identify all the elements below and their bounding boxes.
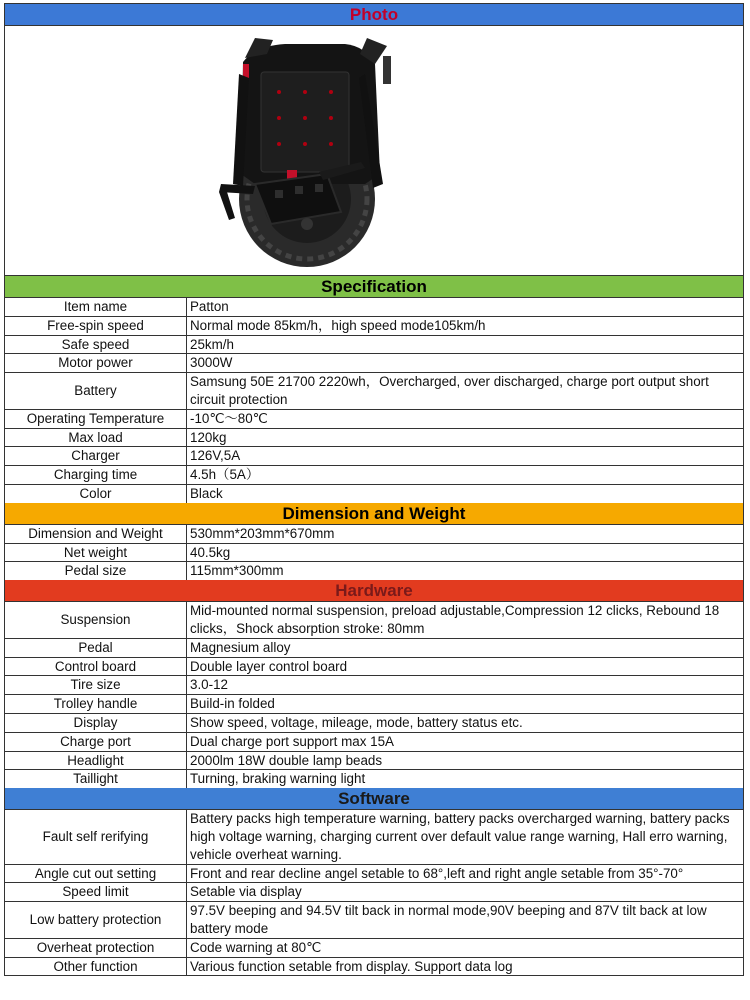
row-label: Tire size (5, 676, 187, 694)
row-label: Color (5, 485, 187, 503)
row-value: 97.5V beeping and 94.5V tilt back in normal mode,90V beeping and 87V tilt back at low battery mode (190, 903, 707, 936)
row-label: Dimension and Weight (5, 525, 187, 543)
row-value: 126V,5A (190, 448, 241, 464)
row-label: Battery (5, 373, 187, 409)
row-label: Pedal (5, 639, 187, 657)
row-label: Motor power (5, 354, 187, 372)
specification-header: Specification (5, 276, 743, 298)
row-label: Max load (5, 429, 187, 447)
hardware-header: Hardware (5, 580, 743, 602)
row-value: Show speed, voltage, mileage, mode, battery status etc. (190, 714, 523, 730)
row-value: Normal mode 85km/h，high speed mode105km/h (190, 317, 486, 333)
table-row (5, 373, 743, 410)
table-row (5, 658, 743, 677)
table-row (5, 865, 743, 884)
table-row (5, 770, 743, 788)
row-label: Fault self rerifying (5, 810, 187, 863)
table-row (5, 714, 743, 733)
table-row (5, 939, 743, 958)
row-label: Net weight (5, 544, 187, 562)
row-value: Patton (190, 299, 229, 314)
row-label: Display (5, 714, 187, 732)
row-value: Front and rear decline angel setable to 68°,left and right angle setable from 35°-70° (190, 865, 684, 881)
row-value: Build-in folded (190, 696, 275, 712)
row-value: Black (190, 485, 223, 501)
row-label: Taillight (5, 770, 187, 788)
table-row (5, 544, 743, 563)
row-label: Pedal size (5, 562, 187, 580)
row-value: 4.5h（5A） (190, 467, 260, 483)
row-label: Item name (5, 298, 187, 316)
row-value: Mid-mounted normal suspension, preload adjustable,Compression 12 clicks, Rebound 18 clicks，Shock absorption stroke: 80mm (190, 603, 720, 636)
row-value: 115mm*300mm (190, 563, 284, 579)
table-row (5, 810, 743, 864)
row-value: Dual charge port support max 15A (190, 733, 394, 749)
row-value: Various function setable from display. Support data log (190, 958, 513, 974)
spec-sheet (4, 3, 744, 976)
table-row (5, 639, 743, 658)
row-label: Charger (5, 447, 187, 465)
table-row (5, 447, 743, 466)
table-row (5, 958, 743, 976)
table-row (5, 317, 743, 336)
software-header: Software (5, 788, 743, 810)
row-value: Double layer control board (190, 658, 348, 674)
row-label: Trolley handle (5, 695, 187, 713)
product-photo (5, 26, 743, 276)
table-row (5, 733, 743, 752)
row-label: Speed limit (5, 883, 187, 901)
specification-table (5, 298, 743, 503)
table-row (5, 883, 743, 902)
row-value: 40.5kg (190, 544, 231, 560)
row-label: Low battery protection (5, 902, 187, 938)
table-row (5, 429, 743, 448)
table-row (5, 354, 743, 373)
row-label: Operating Temperature (5, 410, 187, 428)
row-label: Free-spin speed (5, 317, 187, 335)
row-value: Battery packs high temperature warning, battery packs overcharged warning, battery packs high voltage warning, charging current over default value range warning, Hall erro warning, vehicle overheat warning. (190, 811, 730, 862)
row-label: Suspension (5, 602, 187, 638)
row-value: -10℃～80℃ (190, 410, 268, 426)
row-label: Safe speed (5, 336, 187, 354)
row-value: 120kg (190, 429, 227, 445)
row-value: 530mm*203mm*670mm (190, 525, 335, 541)
table-row (5, 752, 743, 771)
table-row (5, 298, 743, 317)
electric-unicycle-image (215, 34, 395, 270)
software-table (5, 810, 743, 975)
table-row (5, 410, 743, 429)
table-row (5, 525, 743, 544)
table-row (5, 336, 743, 355)
photo-header: Photo (5, 4, 743, 26)
row-label: Control board (5, 658, 187, 676)
row-value: Samsung 50E 21700 2220wh，Overcharged, over discharged, charge port output short circuit protection (190, 374, 709, 407)
row-value: 3.0-12 (190, 677, 228, 693)
row-value: 3000W (190, 355, 233, 371)
row-label: Overheat protection (5, 939, 187, 957)
table-row (5, 695, 743, 714)
hardware-table (5, 602, 743, 788)
row-value: 2000lm 18W double lamp beads (190, 752, 383, 768)
row-value: Magnesium alloy (190, 639, 291, 655)
row-label: Other function (5, 958, 187, 976)
row-value: Turning, braking warning light (190, 771, 366, 787)
table-row (5, 602, 743, 639)
table-row (5, 485, 743, 503)
table-row (5, 902, 743, 939)
row-value: 25km/h (190, 336, 234, 352)
table-row (5, 676, 743, 695)
dimension-table (5, 525, 743, 580)
dimension-header: Dimension and Weight (5, 503, 743, 525)
row-label: Angle cut out setting (5, 865, 187, 883)
row-value: Code warning at 80℃ (190, 939, 322, 955)
row-label: Charging time (5, 466, 187, 484)
row-label: Charge port (5, 733, 187, 751)
row-label: Headlight (5, 752, 187, 770)
row-value: Setable via display (190, 884, 302, 900)
table-row (5, 562, 743, 580)
table-row (5, 466, 743, 485)
